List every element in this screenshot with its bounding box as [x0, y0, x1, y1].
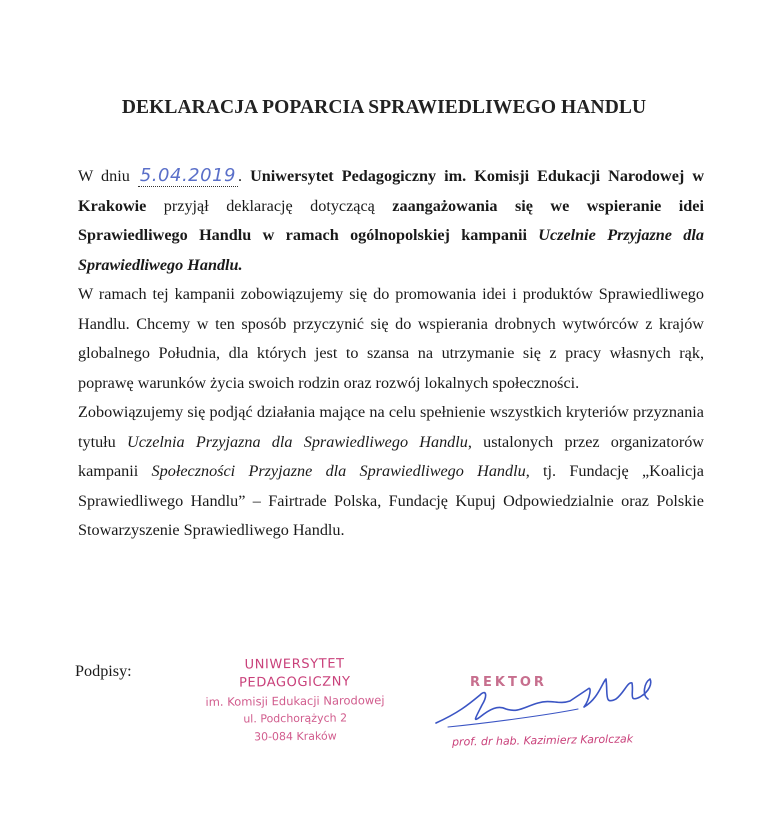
document-body: [78, 162, 704, 546]
p3-part-b: , ustalonych przez organizatorów kampanii: [78, 432, 705, 480]
paragraph-1: W dniu 5.04.2019 . Uniwersytet Pedagogiczny im. Komisji Edukacji Narodowej w Krakowie przyjął deklarację dotyczącą zaangażowania się we wspieranie idei Sprawiedliwego Handlu w ramach ogólnopolskiej kampanii Uczelnie Przyjazne dla Sprawiedliwego Handlu.: [78, 165, 705, 274]
campaign-name: Uczelnie Przyjazne dla Sprawiedliwego Handlu.: [78, 226, 704, 274]
handwritten-date: 5.04.2019: [139, 165, 236, 186]
campaign-italic: Społeczności Przyjazne dla Sprawiedliwego Handlu: [151, 462, 526, 480]
stamp-line-3: ul. Podchorążych 2: [243, 711, 348, 726]
paragraph-3: [78, 398, 704, 546]
p3-part-c: , tj. Fundację „Koalicja Sprawiedliwego Handlu” – Fairtrade Polska, Fundację Kupuj Odpowiedzialnie oraz Polskie Stowarzyszenie Sprawiedliwego Handlu.: [78, 462, 704, 539]
paragraph-2: W ramach tej kampanii zobowiązujemy się do promowania idei i produktów Sprawiedliwego Handlu. Chcemy w ten sposób przyczynić się do wspierania drobnych wytwórców z krajów globalnego Południa, dla których jest to szansa na utrzymanie się z pracy własnych rąk, poprawę warunków życia swoich rodzin oraz rozwój lokalnych społeczności.: [78, 285, 704, 392]
commitment-text: zaangażowania się we wspieranie idei Sprawiedliwego Handlu w ramach ogólnopolskiej kampanii: [78, 196, 704, 244]
university-name: Uniwersytet Pedagogiczny im. Komisji Edukacji Narodowej w Krakowie: [78, 167, 705, 215]
rector-signature: [428, 665, 668, 735]
university-stamp: [190, 655, 401, 747]
stamp-line-1: UNIWERSYTET PEDAGOGICZNY: [238, 656, 351, 691]
declaration-text: przyjął deklarację dotyczącą: [163, 196, 375, 215]
stamp-line-2: im. Komisji Edukacji Narodowej: [205, 693, 385, 709]
rector-stamp-name: prof. dr hab. Kazimierz Karolczak: [451, 732, 634, 749]
rector-stamp-label: REKTOR: [470, 675, 547, 690]
date-intro: W dniu: [78, 167, 130, 185]
signatures-label: Podpisy:: [75, 662, 132, 680]
p3-part-a: Zobowiązujemy się podjąć działania mające na celu spełnienie wszystkich kryteriów przyznania tytułu: [78, 403, 704, 451]
stamp-line-4: 30-084 Kraków: [253, 729, 337, 744]
title-italic: Uczelnia Przyjazna dla Sprawiedliwego Handlu: [127, 432, 468, 451]
document-title: DEKLARACJA POPARCIA SPRAWIEDLIWEGO HANDLU: [121, 97, 647, 118]
